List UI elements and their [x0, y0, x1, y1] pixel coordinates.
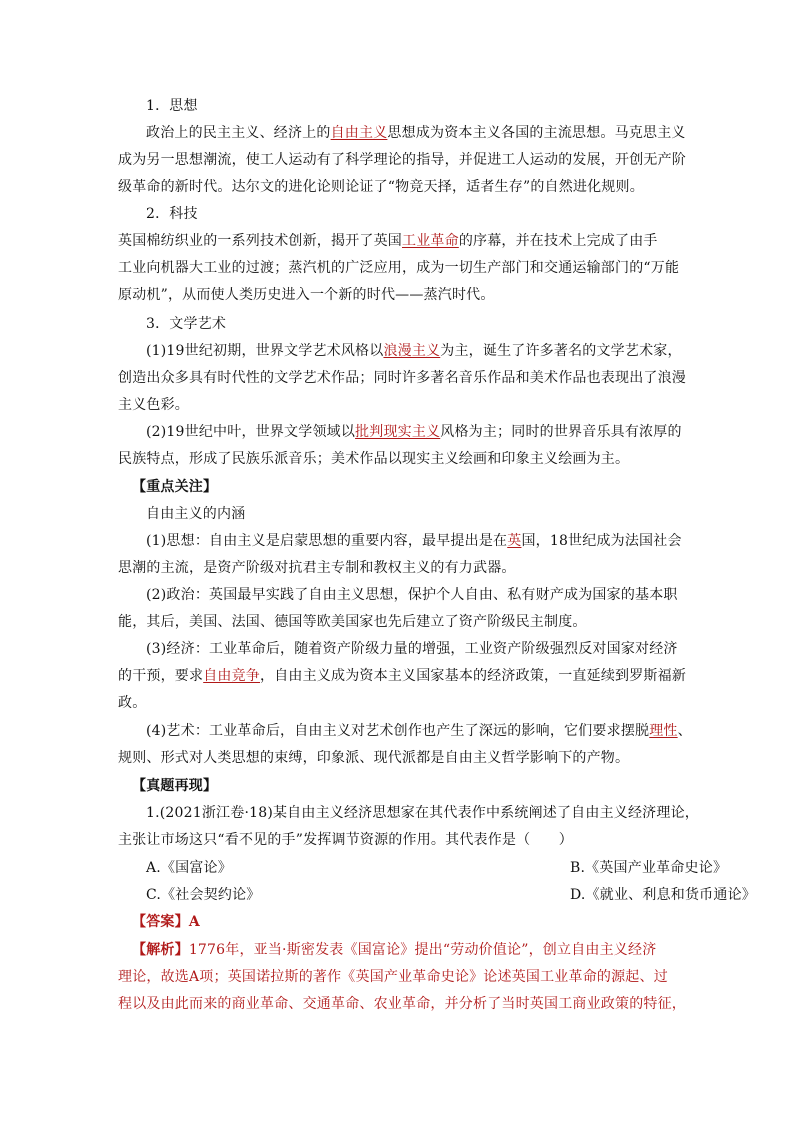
- paragraph-line: (1)19世纪初期，世界文学艺术风格以浪漫主义为主，诞生了许多著名的文学艺术家，: [146, 343, 682, 359]
- paragraph-line: (3)经济：工业革命后，随着资产阶级力量的增强，工业资产阶级强烈反对国家对经济: [146, 641, 678, 657]
- paragraph-line: 级革命的新时代。达尔文的进化论则论证了“物竞天择，适者生存”的自然进化规则。: [118, 179, 644, 195]
- underlined-term: 自由竞争: [203, 668, 261, 684]
- analysis-label: 【解析】: [132, 942, 189, 958]
- paragraph-line: (4)艺术：工业革命后，自由主义对艺术创作也产生了深远的影响，它们要求摆脱理性、: [146, 723, 692, 739]
- paragraph-line: (2)政治：英国最早实践了自由主义思想，保护个人自由、私有财产成为国家的基本职: [146, 587, 678, 603]
- question-line: 主张让市场这只“看不见的手”发挥调节资源的作用。其代表作是（ ）: [118, 832, 573, 848]
- option-d: D.《就业、利息和货币通论》: [570, 887, 756, 903]
- exam-heading: 【真题再现】: [132, 778, 218, 794]
- paragraph-line: 规则、形式对人类思想的束缚，印象派、现代派都是自由主义哲学影响下的产物。: [118, 750, 630, 766]
- section-heading-arts: 3．文学艺术: [146, 316, 227, 332]
- option-a: A.《国富论》: [146, 860, 232, 876]
- paragraph-line: (2)19世纪中叶，世界文学领域以批判现实主义风格为主；同时的世界音乐具有浓厚的: [146, 424, 682, 440]
- focus-title: 自由主义的内涵: [146, 506, 246, 522]
- options-row: [146, 886, 756, 904]
- underlined-term: 自由主义: [330, 125, 388, 141]
- analysis-line: 程以及由此而来的商业革命、交通革命、农业革命，并分析了当时英国工商业政策的特征，: [118, 996, 686, 1012]
- underlined-term: 理性: [649, 723, 678, 739]
- question-line: 1.(2021浙江卷·18)某自由主义经济思想家在其代表作中系统阐述了自由主义经济理论，: [146, 805, 699, 821]
- focus-heading: 【重点关注】: [132, 479, 218, 495]
- option-b: B.《英国产业革命史论》: [570, 860, 728, 876]
- answer-line: 【答案】A: [132, 914, 200, 930]
- underlined-term: 工业革命: [402, 233, 459, 249]
- section-heading-thought: 1．思想: [146, 98, 198, 114]
- underlined-term: 浪漫主义: [383, 343, 441, 359]
- paragraph-line: 原动机”，从而使人类历史进入一个新的时代——蒸汽时代。: [118, 287, 495, 303]
- paragraph-line: 工业向机器大工业的过渡；蒸汽机的广泛应用，成为一切生产部门和交通运输部门的“万能: [118, 260, 680, 276]
- answer-value: A: [188, 914, 200, 930]
- section-heading-tech: 2．科技: [146, 206, 198, 222]
- paragraph-line: 的干预，要求自由竞争，自由主义成为资本主义国家基本的经济政策，一直延续到罗斯福新: [118, 668, 687, 684]
- paragraph-line: 成为另一思想潮流，使工人运动有了科学理论的指导，并促进工人运动的发展，开创无产阶: [118, 152, 686, 168]
- paragraph-line: 英国棉纺织业的一系列技术创新，揭开了英国工业革命的序幕，并在技术上完成了由手: [118, 233, 658, 249]
- paragraph-line: 创造出众多具有时代性的文学艺术作品；同时许多著名音乐作品和美术作品也表现出了浪漫: [118, 370, 686, 386]
- paragraph-line: 思潮的主流，是资产阶级对抗君主专制和教权主义的有力武器。: [118, 560, 516, 576]
- paragraph-line: 政治上的民主主义、经济上的自由主义思想成为资本主义各国的主流思想。马克思主义: [146, 125, 686, 141]
- option-c: C.《社会契约论》: [146, 887, 261, 903]
- underlined-term: 英: [507, 533, 522, 549]
- options-row: [146, 859, 728, 877]
- paragraph-line: 民族特点，形成了民族乐派音乐；美术作品以现实主义绘画和印象主义绘画为主。: [118, 451, 630, 467]
- analysis-line: 理论，故选A项；英国诺拉斯的著作《英国产业革命史论》论述英国工业革命的源起、过: [118, 969, 668, 985]
- paragraph-line: 主义色彩。: [118, 397, 189, 413]
- analysis-line: 【解析】1776年，亚当·斯密发表《国富论》提出“劳动价值论”，创立自由主义经济: [132, 942, 657, 958]
- underlined-term: 批判现实主义: [355, 424, 441, 440]
- paragraph-line: (1)思想：自由主义是启蒙思想的重要内容，最早提出是在英国，18世纪成为法国社会: [146, 533, 682, 549]
- paragraph-line: 政。: [118, 695, 147, 711]
- paragraph-line: 能，其后，美国、法国、德国等欧美国家也先后建立了资产阶级民主制度。: [118, 614, 587, 630]
